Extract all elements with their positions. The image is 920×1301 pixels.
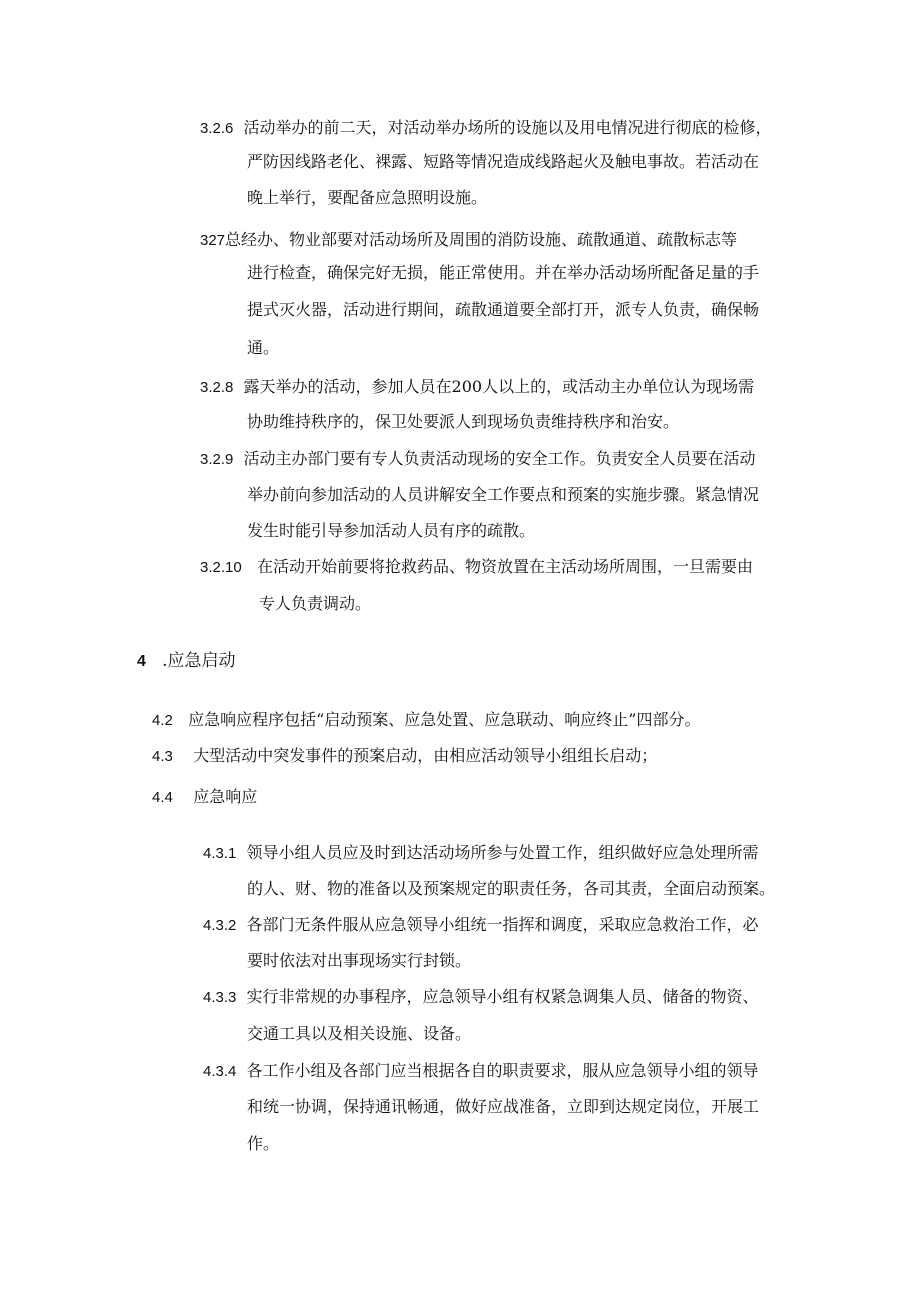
- item-4-2: [152, 710, 701, 731]
- item-text: 在活动开始前要将抢救药品、物资放置在主活动场所周围，一旦需要由: [256, 557, 753, 576]
- item-4-3-1-line-2: 的人、财、物的准备以及预案规定的职责任务，各司其责，全面启动预案。: [247, 879, 776, 898]
- item-number: 3.2.9: [200, 451, 234, 468]
- item-number: 327: [200, 232, 226, 249]
- item-text: 活动主办部门要有专人负责活动现场的安全工作。负责安全人员要在活动: [243, 449, 756, 468]
- item-text: 总经办、物业部要对活动场所及周围的消防设施、疏散通道、疏散标志等: [225, 230, 738, 249]
- item-number: 4.3.3: [203, 989, 237, 1006]
- item-4-3-4-line-1: [203, 1061, 759, 1082]
- item-4-3-3-line-1: [203, 987, 759, 1008]
- item-3-2-8-line-2: 协助维持秩序的，保卫处要派人到现场负责维持秩序和治安。: [247, 412, 680, 431]
- item-number: 4.2: [152, 712, 173, 729]
- item-327-line-3: 提式灭火器，活动进行期间，疏散通道要全部打开，派专人负责，确保畅: [247, 300, 760, 319]
- item-3-2-6-line-3: 晚上举行，要配备应急照明设施。: [247, 188, 488, 207]
- item-number: 3.2.6: [200, 120, 234, 137]
- item-327-line-1: [200, 230, 737, 251]
- item-text: 活动举办的前二天，对活动举办场所的设施以及用电情况进行彻底的检修，: [243, 118, 772, 137]
- item-327-line-4: 通。: [247, 338, 280, 357]
- item-3-2-9-line-2: 举办前向参加活动的人员讲解安全工作要点和预案的实施步骤。紧急情况: [247, 485, 760, 504]
- item-4-3-4-line-2: 和统一协调，保持通讯畅通，做好应战准备，立即到达规定岗位，开展工: [247, 1097, 760, 1116]
- section-number: 4: [137, 653, 146, 670]
- item-text: 各部门无条件服从应急领导小组统一指挥和调度，采取应急救治工作，必: [246, 915, 759, 934]
- item-4-3-2-line-2: 要时依法对出事现场实行封锁。: [247, 951, 472, 970]
- item-3-2-9-line-1: [200, 449, 756, 470]
- item-3-2-8-line-1: [200, 377, 754, 398]
- section-heading: [137, 651, 236, 672]
- item-4-3-2-line-1: [203, 915, 759, 936]
- item-3-2-6-line-1: [200, 118, 772, 139]
- item-number: 3.2.8: [200, 379, 234, 396]
- item-text: 各工作小组及各部门应当根据各自的职责要求，服从应急领导小组的领导: [246, 1061, 759, 1080]
- item-4-3-1-line-1: [203, 843, 759, 864]
- item-text: 应急响应程序包括“启动预案、应急处置、应急联动、响应终止”四部分。: [188, 710, 701, 729]
- item-number: 4.3: [152, 748, 173, 765]
- item-3-2-6-line-2: 严防因线路老化、裸露、短路等情况造成线路起火及触电事故。若活动在: [247, 152, 760, 171]
- item-327-line-2: 进行检查，确保完好无损，能正常使用。并在举办活动场所配备足量的手: [247, 263, 760, 282]
- item-number: 4.4: [152, 789, 173, 806]
- item-number: 4.3.1: [203, 845, 237, 862]
- item-number: 4.3.4: [203, 1063, 237, 1080]
- item-3-2-9-line-3: 发生时能引导参加活动人员有序的疏散。: [247, 521, 536, 540]
- item-3-2-10-line-1: [200, 557, 753, 578]
- item-text: 应急响应: [193, 787, 258, 806]
- item-3-2-10-line-2: 专人负责调动。: [259, 594, 372, 613]
- item-text: 领导小组人员应及时到达活动场所参与处置工作，组织做好应急处理所需: [246, 843, 759, 862]
- item-4-3-3-line-2: 交通工具以及相关设施、设备。: [247, 1024, 472, 1043]
- item-text: 大型活动中突发事件的预案启动，由相应活动领导小组组长启动；: [193, 746, 658, 765]
- item-text: 实行非常规的办事程序，应急领导小组有权紧急调集人员、储备的物资、: [246, 987, 759, 1006]
- item-4-3-4-line-3: 作。: [247, 1134, 280, 1153]
- section-title: .应急启动: [162, 651, 236, 671]
- item-number: 4.3.2: [203, 917, 237, 934]
- item-number: 3.2.10: [200, 559, 242, 576]
- item-text: 露天举办的活动，参加人员在200人以上的，或活动主办单位认为现场需: [243, 377, 755, 396]
- item-4-4: [152, 787, 257, 808]
- item-4-3: [152, 746, 657, 767]
